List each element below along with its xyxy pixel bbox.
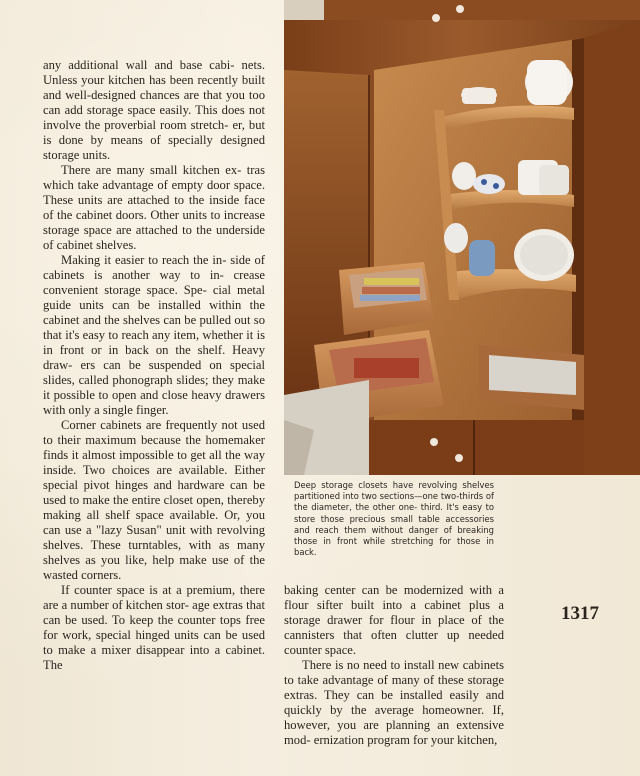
kitchen-storage-photo (284, 0, 640, 475)
paragraph: There are many small kitchen ex- tras which take advantage of empty door space. These units are attached to the inside face of the cabinet doors. Other units to increase storage space are attached to the underside of cabinet shelves. (43, 163, 265, 252)
paragraph: baking center can be modernized with a flour sifter built into a cabinet plus a storage drawer for flour in place of the cannisters that often clutter up needed counter space. (284, 583, 504, 657)
right-text-column (284, 583, 504, 748)
paragraph: There is no need to install new cabinets to take advantage of many of these storage extras. They can be installed easily and quickly by the average homeowner. If, however, you are planning an extensive mod- ernization program for your kitchen, (284, 658, 504, 747)
paragraph: Making it easier to reach the in- side of cabinets is another way to in- crease convenient storage space. Spe- cial metal guide units can be installed within the cabinet and the shelves can be pulled out so that it's easy to reach any item, whether it is in front or in back on the shelf. Heavy draw- ers can be suspended on special slides, called phonograph slides; they make it possible to open and close heavy drawers with only a single finger. (43, 253, 265, 417)
paragraph: Corner cabinets are frequently not used to their maximum because the homemaker finds it almost impossible to get all the way inside. Two choices are available. Either special pivot hinges and hardware can be used to make the entire closet open, thereby making all shelf space available. Or, you can use a "lazy Susan" unit with revolving shelves. These turntables, with as many shelves as you like, help make use of the wasted corners. (43, 418, 265, 582)
paragraph: If counter space is at a premium, there are a number of kitchen stor- age extras that can be used. To keep the counter tops free for work, special hinged units can be used to make a mixer disappear into a cabinet. The (43, 583, 265, 672)
photo-caption: Deep storage closets have revolving shelves partitioned into two sections—one two-thirds of the diameter, the other one- third. It's easy to store those precious small table accessories and reach them without danger of breaking those in front while stretching for those in back. (294, 480, 494, 558)
paragraph: any additional wall and base cabi- nets. Unless your kitchen has been recently built and well-designed chances are that you too can add storage space easily. This does not involve the proverbial room stretch- er, but is done by means of specially designed storage units. (43, 58, 265, 162)
left-text-column (43, 58, 265, 673)
page-number: 1317 (561, 603, 599, 624)
